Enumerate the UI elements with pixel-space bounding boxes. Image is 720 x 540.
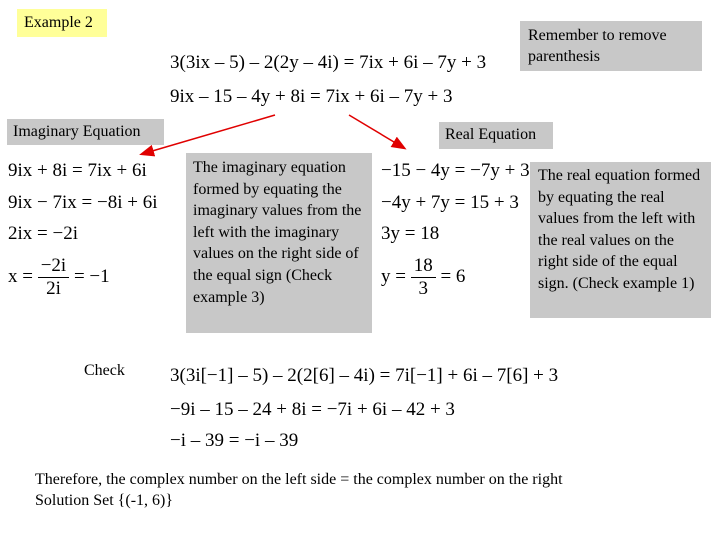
real-step-4-rhs: = 6 (440, 265, 466, 287)
imaginary-step-4-lhs: x = (8, 265, 33, 287)
conclusion-line-1: Therefore, the complex number on the left side = the complex number on the right (35, 471, 563, 488)
imaginary-equation-title: Imaginary Equation (7, 119, 164, 145)
real-step-1: −15 − 4y = −7y + 3 (381, 160, 530, 181)
arrow-to-real (349, 115, 404, 148)
check-line-2: −9i – 15 – 24 + 8i = −7i + 6i – 42 + 3 (170, 399, 455, 420)
real-step-4 (381, 255, 465, 300)
remember-note: Remember to remove parenthesis (520, 21, 702, 71)
real-fraction-numerator: 18 (411, 255, 436, 278)
imaginary-step-4 (8, 255, 110, 300)
top-equation-2: 9ix – 15 – 4y + 8i = 7ix + 6i – 7y + 3 (170, 86, 453, 107)
check-line-3: −i – 39 = −i – 39 (170, 430, 299, 451)
example-label: Example 2 (17, 9, 107, 37)
real-step-3: 3y = 18 (381, 223, 440, 244)
real-note: The real equation formed by equating the real values from the left with the real values on the right side of the equal sign. (Check example 1) (530, 162, 711, 318)
imaginary-step-1: 9ix + 8i = 7ix + 6i (8, 160, 147, 181)
top-equation-1: 3(3ix – 5) – 2(2y – 4i) = 7ix + 6i – 7y + 3 (170, 52, 487, 73)
imaginary-fraction-numerator: −2i (38, 255, 70, 278)
real-equation-title: Real Equation (439, 122, 553, 149)
real-fraction-denominator: 3 (418, 278, 428, 299)
imaginary-step-2: 9ix − 7ix = −8i + 6i (8, 192, 158, 213)
imaginary-fraction-denominator: 2i (46, 278, 61, 299)
check-line-1: 3(3i[−1] – 5) – 2(2[6] – 4i) = 7i[−1] + 6i – 7[6] + 3 (170, 365, 559, 386)
real-step-4-lhs: y = (381, 265, 406, 287)
imaginary-fraction (38, 255, 70, 300)
imaginary-step-3: 2ix = −2i (8, 223, 78, 244)
arrow-to-imaginary (142, 115, 275, 154)
check-label: Check (84, 362, 125, 379)
real-step-2: −4y + 7y = 15 + 3 (381, 192, 519, 213)
solution-set: Solution Set {(-1, 6)} (35, 492, 174, 509)
imaginary-note: The imaginary equation formed by equating the imaginary values from the left with the imaginary values on the right side of the equal sign (Check example 3) (186, 153, 372, 333)
imaginary-step-4-rhs: = −1 (73, 265, 110, 287)
real-fraction (411, 255, 436, 300)
